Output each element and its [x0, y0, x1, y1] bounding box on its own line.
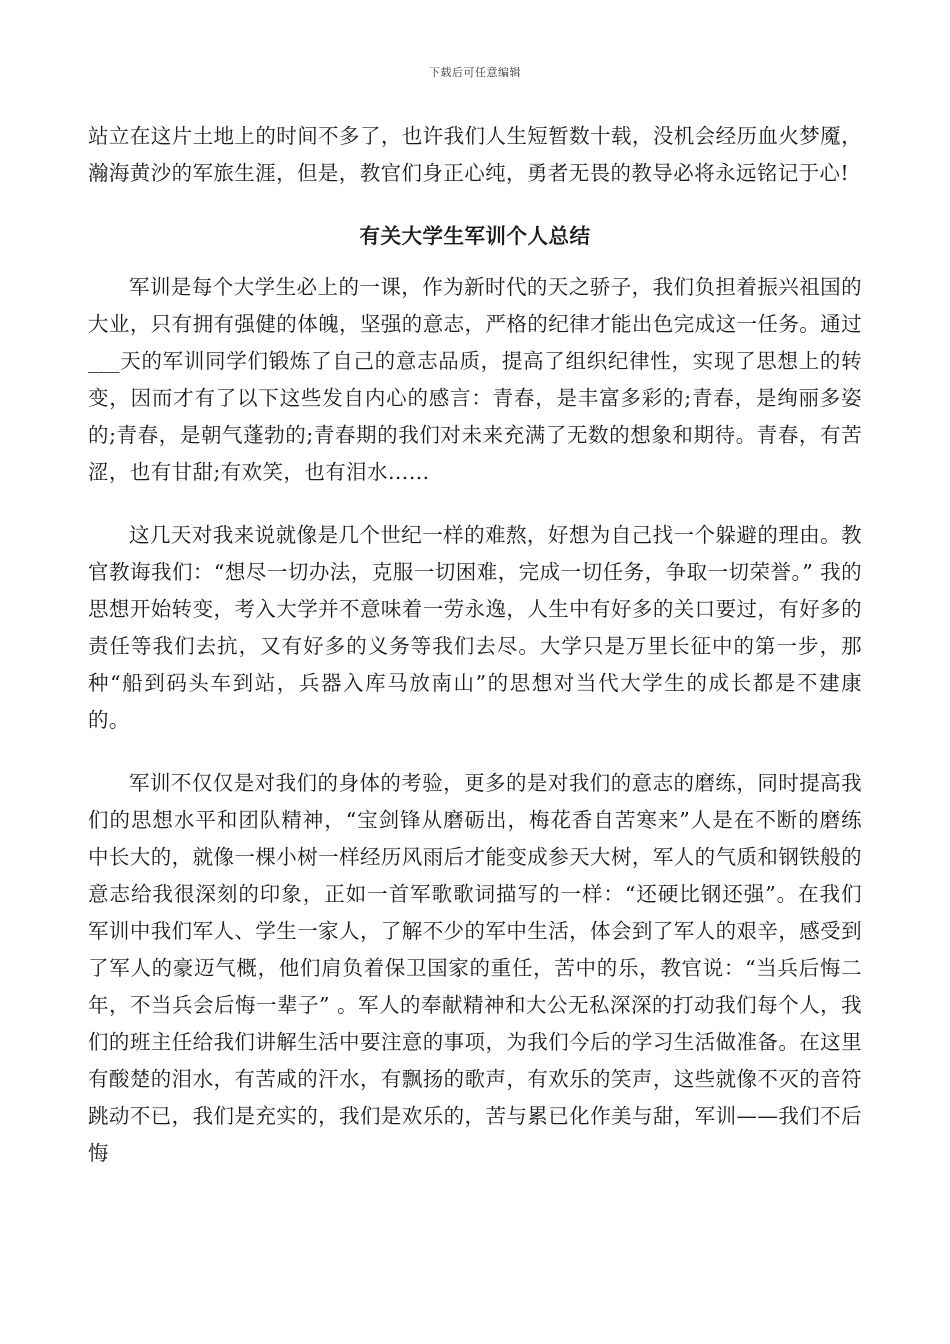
- document-body: [88, 118, 862, 1172]
- lead-paragraph: 站立在这片土地上的时间不多了，也许我们人生短暂数十载，没机会经历血火梦魇，瀚海黄沙的军旅生涯，但是，教官们身正心纯，勇者无畏的教导必将永远铭记于心!: [88, 124, 862, 185]
- body-paragraph: 军训不仅仅是对我们的身体的考验，更多的是对我们的意志的磨练，同时提高我们的思想水平和团队精神，“宝剑锋从磨砺出，梅花香自苦寒来”人是在不断的磨练中长大的，就像一棵小树一样经历风雨后才能变成参天大树，军人的气质和钢铁般的意志给我很深刻的印象，正如一首军歌歌词描写的一样：“还硬比钢还强”。在我们军训中我们军人、学生一家人，了解不少的军中生活，体会到了军人的艰辛，感受到了军人的豪迈气概，他们肩负着保卫国家的重任，苦中的乐，教官说：“当兵后悔二年，不当兵会后悔一辈子” 。军人的奉献精神和大公无私深深的打动我们每个人，我们的班主任给我们讲解生活中要注意的事项，为我们今后的学习生活做准备。在这里有酸楚的泪水，有苦咸的汗水，有飘扬的歌声，有欢乐的笑声，这些就像不灭的音符跳动不已，我们是充实的，我们是欢乐的，苦与累已化作美与甜，军训——我们不后悔: [88, 771, 862, 1165]
- body-paragraph: 军训是每个大学生必上的一课，作为新时代的天之骄子，我们负担着振兴祖国的大业，只有拥有强健的体魄，坚强的意志，严格的纪律才能出色完成这一任务。通过___天的军训同学们锻炼了自己的意志品质，提高了组织纪律性，实现了思想上的转变，因而才有了以下这些发自内心的感言：青春，是丰富多彩的;青春，是绚丽多姿的;青春，是朝气蓬勃的;青春期的我们对未来充满了无数的想象和期待。青春，有苦涩，也有甘甜;有欢笑，也有泪水……: [88, 275, 862, 484]
- section-title: 有关大学生军训个人总结: [359, 224, 591, 248]
- header-note: 下载后可任意编辑: [429, 66, 521, 79]
- body-paragraph: 这几天对我来说就像是几个世纪一样的难熬，好想为自己找一个躲避的理由。教官教诲我们：“想尽一切办法，克服一切困难，完成一切任务，争取一切荣誉。” 我的思想开始转变，考入大学并不意味着一劳永逸，人生中有好多的关口要过，有好多的责任等我们去抗，又有好多的义务等我们去尽。大学只是万里长征中的第一步，那种“船到码头车到站，兵器入库马放南山”的思想对当代大学生的成长都是不建康的。: [88, 523, 862, 732]
